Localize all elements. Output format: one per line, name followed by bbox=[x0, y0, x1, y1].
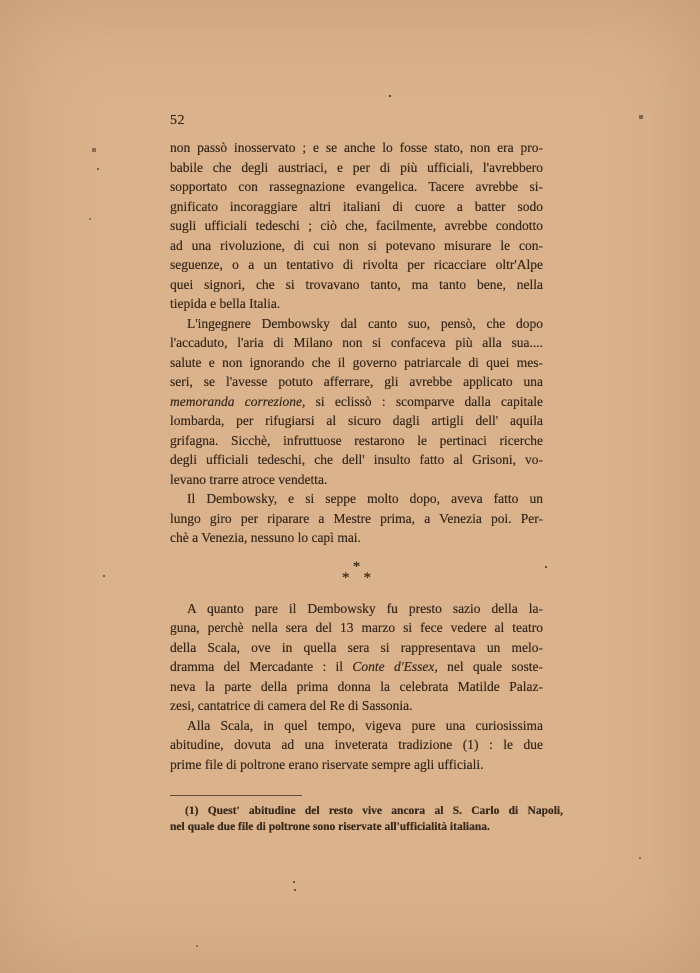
text-run: dramma del Mercadante : il bbox=[170, 659, 353, 674]
text-line bbox=[170, 431, 543, 451]
text-run: nel quale soste- bbox=[437, 659, 543, 674]
text-line bbox=[170, 696, 543, 716]
asterisk-icon: * bbox=[363, 569, 371, 586]
text-line bbox=[170, 755, 543, 775]
text-line bbox=[170, 820, 563, 836]
text-line bbox=[170, 392, 543, 412]
text-run: lombarda, per rifugiarsi al sicuro dagli artigli dell' aquila bbox=[170, 413, 543, 428]
text-run: salute e non ignorando che il governo patriarcale di quei mes- bbox=[170, 354, 543, 370]
text-line bbox=[170, 411, 543, 431]
text-run: nel quale due file di poltrone sono riservate all'ufficialità italiana. bbox=[170, 820, 490, 833]
text-line bbox=[170, 216, 543, 236]
text-run: babile che degli austriaci, e per di più ufficiali, l'avrebbero bbox=[170, 159, 543, 175]
text-line bbox=[170, 618, 543, 638]
italic-text-run: memoranda correzione, bbox=[170, 393, 306, 409]
section-2 bbox=[170, 599, 543, 775]
text-line bbox=[170, 236, 543, 256]
paragraph bbox=[170, 716, 543, 775]
asterisk-icon: * bbox=[342, 569, 350, 586]
text-line bbox=[170, 353, 543, 373]
text-run: A quanto pare il Dembowsky fu presto sazio della la- bbox=[187, 600, 543, 616]
text-run: si eclissò : scomparve dalla capitale bbox=[305, 393, 543, 409]
text-line bbox=[170, 735, 543, 755]
text-run: ad una rivoluzione, di cui non si potevano misurare le con- bbox=[170, 237, 543, 253]
text-line bbox=[170, 333, 543, 353]
asterisk-row bbox=[170, 569, 543, 586]
text-line bbox=[170, 158, 543, 178]
text-line bbox=[170, 255, 543, 275]
page-number: 52 bbox=[170, 113, 185, 128]
text-run: (1) Quest' abitudine del resto vive ancora al S. Carlo di Napoli, bbox=[185, 805, 563, 817]
text-block bbox=[170, 112, 563, 835]
paragraph bbox=[170, 489, 543, 548]
text-run: zesi, cantatrice di camera del Re di Sassonia. bbox=[170, 698, 413, 713]
text-run: guna, perchè nella sera del 13 marzo si fece vedere al teatro bbox=[170, 620, 543, 635]
italic-text-run: Conte d'Essex, bbox=[352, 659, 438, 674]
text-run: abitudine, dovuta ad una inveterata tradizione (1) : le due bbox=[170, 737, 543, 752]
text-line bbox=[170, 314, 543, 334]
text-line bbox=[170, 450, 543, 470]
text-line bbox=[170, 599, 543, 619]
text-run: della Scala, ove in quella sera si rappresentava un melo- bbox=[170, 639, 543, 655]
text-line bbox=[170, 528, 543, 548]
asterisk-icon: * bbox=[352, 558, 361, 575]
paragraph bbox=[170, 314, 543, 490]
text-run: gnificato incoraggiare altri italiani di cuore a batter sodo bbox=[170, 198, 543, 214]
text-run: lungo giro per riparare a Mestre prima, a Venezia poi. Per- bbox=[170, 510, 543, 526]
text-line bbox=[170, 677, 543, 697]
paragraph bbox=[170, 599, 543, 716]
text-line bbox=[170, 638, 543, 658]
text-run: levano trarre atroce vendetta. bbox=[170, 471, 328, 487]
text-run: prime file di poltrone erano riservate sempre agli ufficiali. bbox=[170, 756, 484, 772]
text-run: tiepida e bella Italia. bbox=[170, 296, 281, 311]
text-run: grifagna. Sicchè, infruttuose restarono le pertinaci ricerche bbox=[170, 432, 543, 448]
text-run: l'accaduto, l'aria di Milano non si confaceva più alla sua.... bbox=[170, 335, 543, 350]
text-run: chè a Venezia, nessuno lo capì mai. bbox=[170, 530, 361, 545]
scan-speck-marks bbox=[0, 0, 2, 2]
text-run: neva la parte della prima donna la celebrata Matilde Palaz- bbox=[170, 678, 543, 694]
text-line bbox=[170, 509, 543, 529]
text-run: Il Dembowsky, e si seppe molto dopo, aveva fatto un bbox=[187, 491, 543, 506]
section-separator bbox=[170, 558, 543, 586]
text-run: non passò inosservato ; e se anche lo fosse stato, non era pro- bbox=[170, 140, 543, 155]
footnote-rule bbox=[170, 795, 302, 796]
footnote-text bbox=[170, 804, 563, 835]
text-run: quei signori, che si trovavano tanto, ma tanto bene, nella bbox=[170, 276, 543, 292]
paragraph bbox=[170, 138, 543, 314]
text-line bbox=[170, 294, 543, 314]
text-line bbox=[170, 716, 543, 736]
text-line bbox=[170, 197, 543, 217]
text-run: degli ufficiali tedeschi, che dell' insulto fatto al Grisoni, vo- bbox=[170, 452, 543, 467]
text-line bbox=[170, 470, 543, 490]
text-run: Alla Scala, in quel tempo, vigeva pure una curiosissima bbox=[187, 717, 543, 733]
text-run: L'ingegnere Dembowsky dal canto suo, pensò, che dopo bbox=[187, 315, 543, 331]
text-line bbox=[170, 138, 543, 158]
text-run: sopportato con rassegnazione evangelica. Tacere avrebbe si- bbox=[170, 179, 543, 194]
text-line bbox=[170, 372, 543, 392]
text-line bbox=[170, 657, 543, 677]
section-1 bbox=[170, 138, 543, 548]
text-line bbox=[170, 177, 543, 197]
text-run: seri, se l'avesse potuto afferrare, gli avrebbe applicato una bbox=[170, 374, 543, 389]
text-line bbox=[170, 804, 563, 820]
text-run: seguenze, o a un tentativo di rivolta per ricacciare oltr'Alpe bbox=[170, 257, 543, 272]
text-run: sugli ufficiali tedeschi ; ciò che, facilmente, avrebbe condotto bbox=[170, 218, 543, 233]
text-line bbox=[170, 275, 543, 295]
text-line bbox=[170, 489, 543, 509]
footnote bbox=[170, 795, 563, 835]
